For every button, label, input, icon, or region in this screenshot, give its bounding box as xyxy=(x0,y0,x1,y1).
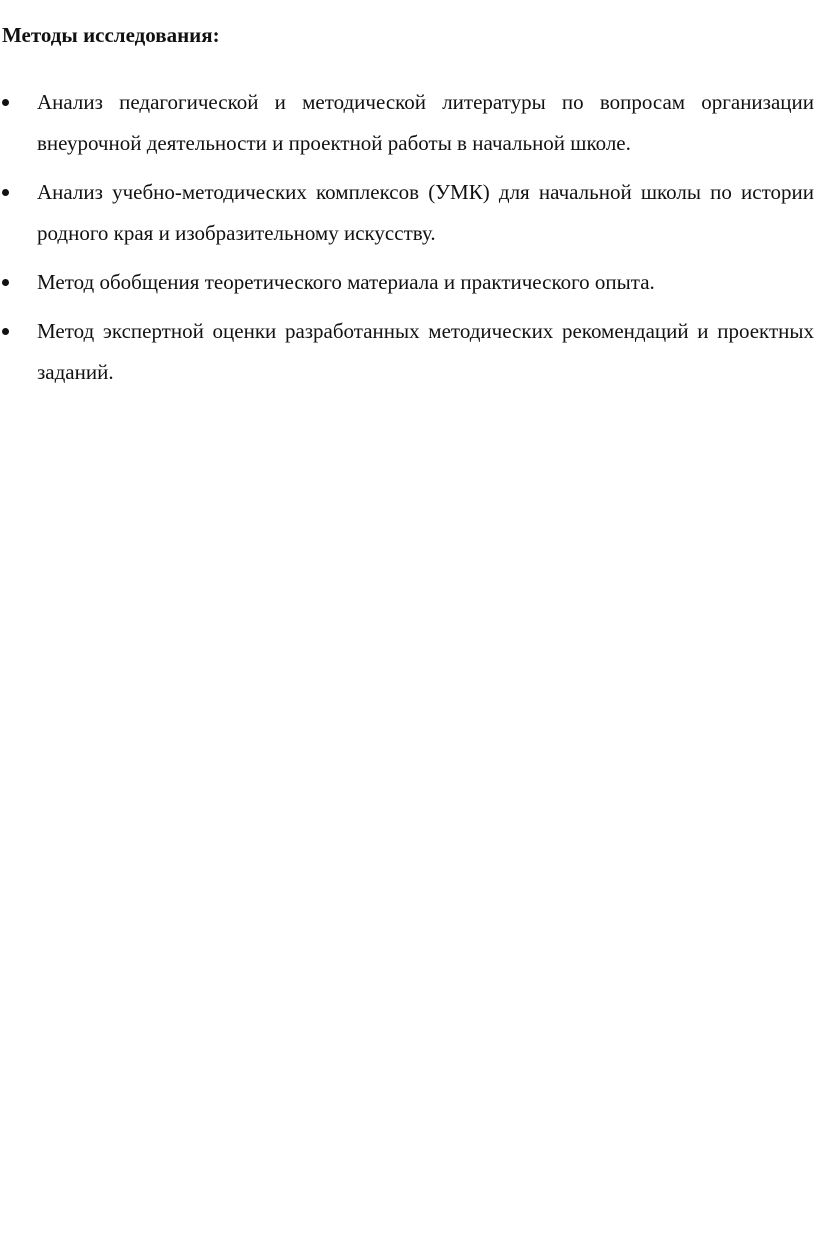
bullet-icon xyxy=(2,328,9,335)
list-item xyxy=(0,311,816,393)
list-item-text: Метод обобщения теоретического материала и практического опыта. xyxy=(37,270,655,294)
bullet-icon xyxy=(2,99,9,106)
list-item xyxy=(0,172,816,254)
bullet-icon xyxy=(2,279,9,286)
section-heading: Методы исследования: xyxy=(2,23,220,47)
list-item xyxy=(0,262,816,303)
bullet-icon xyxy=(2,189,9,196)
list-item-text: Анализ педагогической и методической литературы по вопросам организации внеурочной деятельности и проектной работы в начальной школе. xyxy=(37,90,814,155)
list-item xyxy=(0,82,816,164)
list-item-text: Метод экспертной оценки разработанных методических рекомендаций и проектных заданий. xyxy=(37,319,814,384)
list-item-text: Анализ учебно-методических комплексов (УМК) для начальной школы по истории родного края и изобразительному искусству. xyxy=(37,180,814,245)
methods-list xyxy=(0,82,816,401)
